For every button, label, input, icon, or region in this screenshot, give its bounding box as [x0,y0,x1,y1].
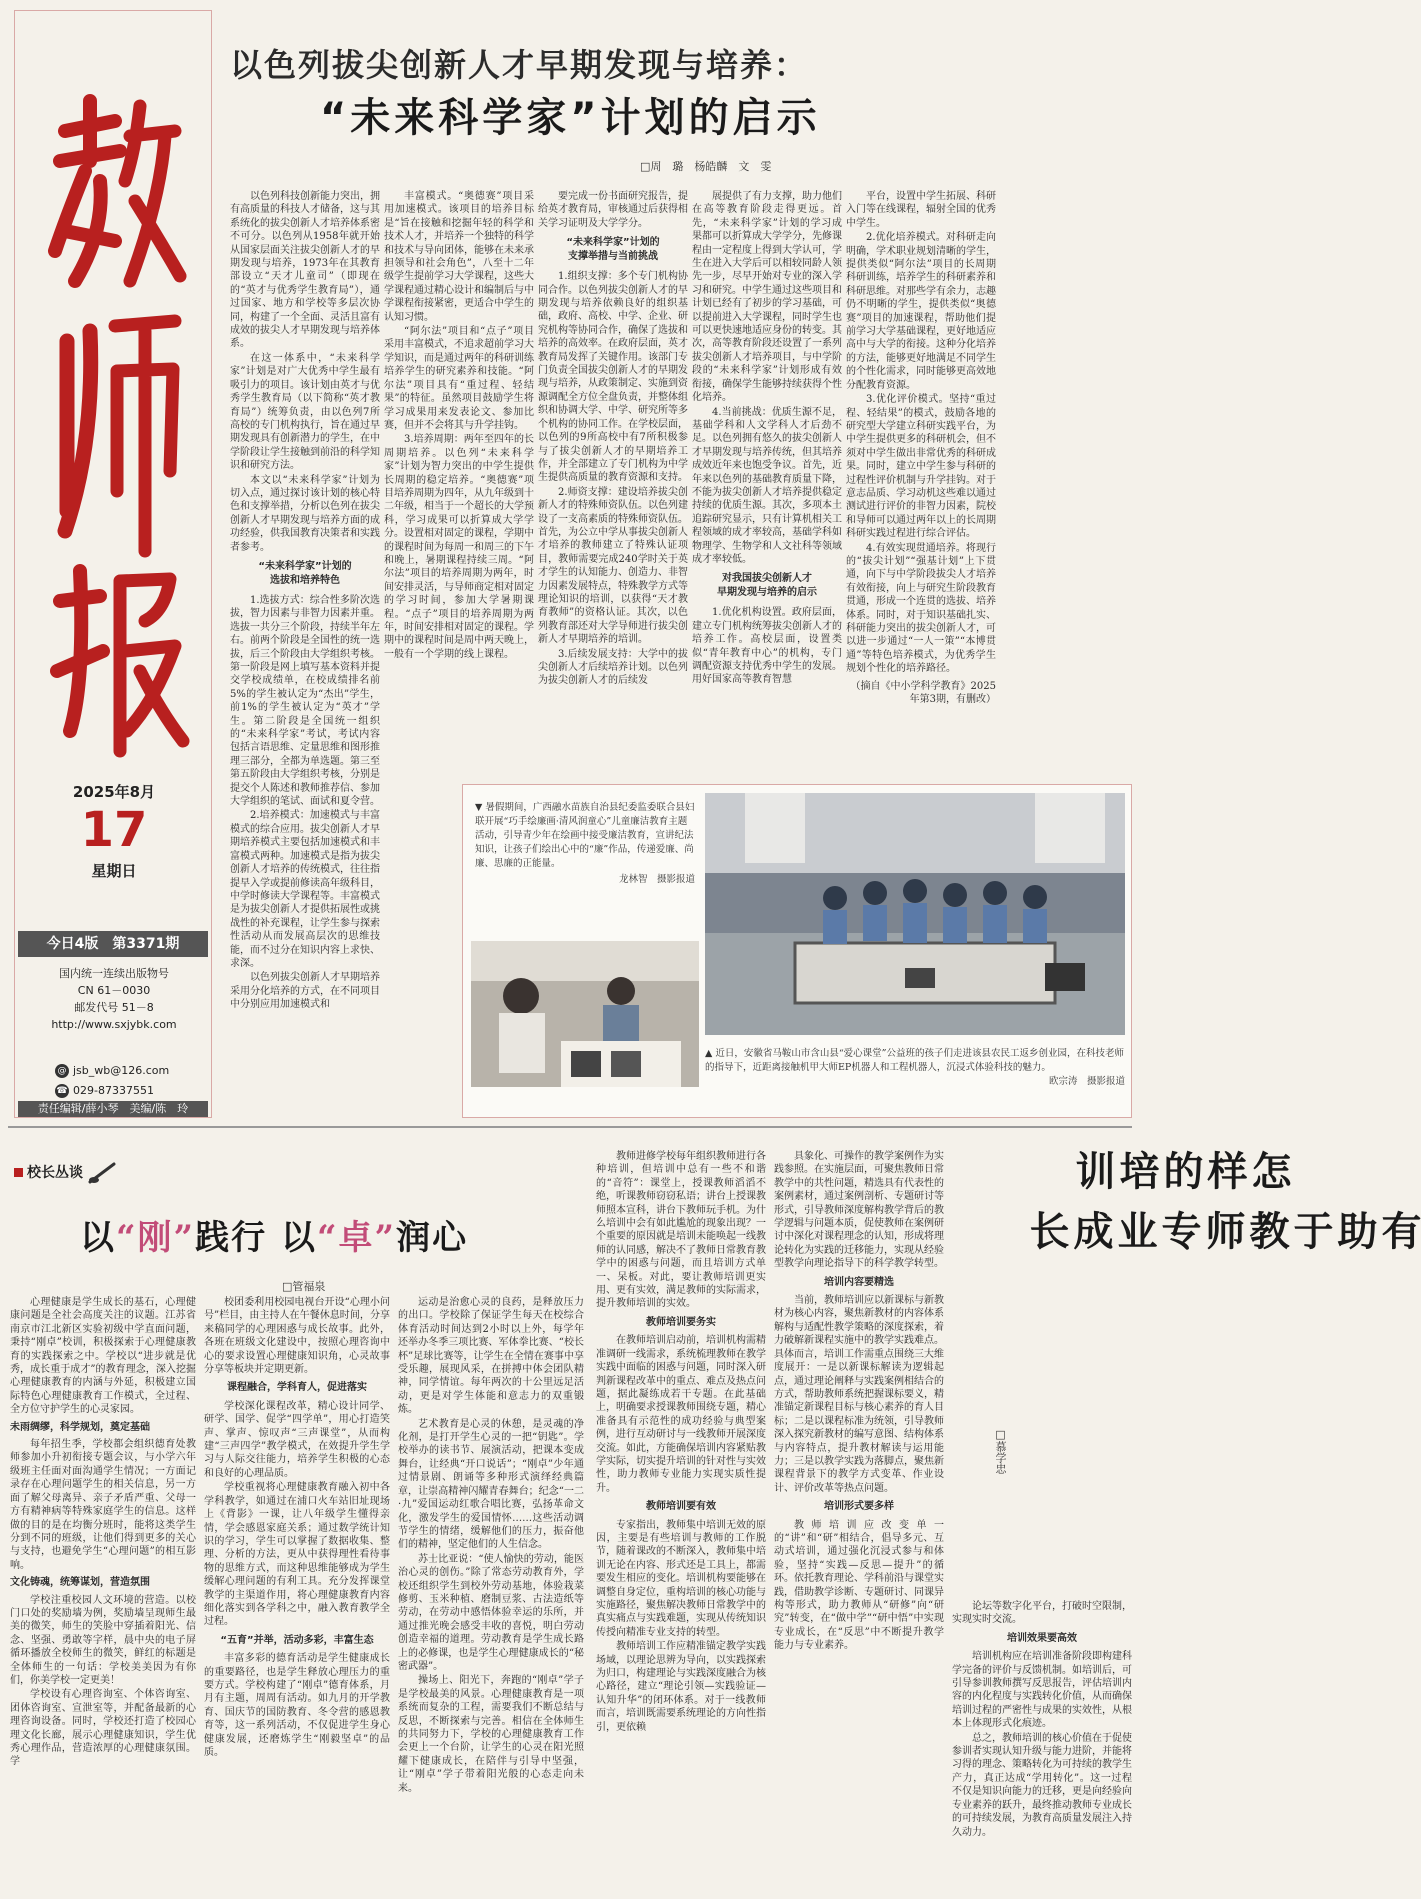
paragraph: 平台，设置中学生拓展、科研入门等在线课程，辐射全国的优秀中学生。 [846,191,996,229]
paragraph: 培训机构应在培训准备阶段即构建科学完备的评价与反馈机制。如培训后，可引导参训教师撰写反思报告，评估培训内容的内化程度与实践转化价值，从而确保培训过程的严密性与成果的实效性，从根本上体现形式化痕迹。 [952,1651,1132,1730]
paragraph: 学校注重校园人文环境的营造。以校门口处的奖励墙为例，奖励墙呈现师生最美的微笑，师生的笑脸中穿插着阳光、信念、坚强、勇敢等字样，晨中央的电子屏循环播放全校师生的微笑，鲜红的标题是全体师生的一句话：学校美美因为有你们，你美学校一定更美！ [10,1594,196,1686]
ink-brush-icon [88,1162,118,1184]
newspaper-logo [45,91,185,771]
title-column-1: 怎样的培训 [1069,1150,1291,1190]
right-article-column-2 [774,1150,944,1894]
paragraph: 1.选拔方式：综合性多阶次选拔，智力因素与非智力因素并重。选拔一共分三个阶段，持续半年左右。前两个阶段是全国性的统一选拔，后三个阶段由大学组织考核。第一阶段是网上填写基本资料并提交学校成绩单，在校成绩排名前5%的学生被认定为“杰出”学生，前1%的学生被认定为“英才”学生。第二阶段是全国统一组织的“未来科学家”考试，考试内容包括言语思维、定量思维和图形推理三部分，全都为单选题。第三至第五阶段由大学组织考核，分别是提交个人陈述和教师推荐信、参加大学组织的笔试、面试和夏令营。 [230,594,380,808]
title-part: 以 [80,1218,116,1258]
contact-info [55,1061,169,1101]
paragraph: “阿尔法”项目和“点子”项目采用丰富模式，不追求超前学习大学知识，而是通过两年的科研训练培养学生的研究素养和技能。“阿尔法”项目具有“重过程、轻结果”的特征。虽然项目鼓励学生将学习成果用来发表论文、参加比赛，但并不会将其与升学挂钩。 [384,326,534,431]
section-heading: 培训内容要精选 [824,1276,894,1288]
paragraph: 论坛等数字化平台，打破时空限制，实现实时交流。 [952,1601,1132,1626]
paragraph: 3.培养周期：两年至四年的长周期培养。以色列“未来科学家”计划为智力突出的中学生提供长周期的稳定培养。“奥德赛”项目培养周期为四年，从九年级到十二年级，相当于一个超长的大学预科，学习成果可以折算成大学学分。设置相对固定的课程，学期中的课程时间为每周一和周三的下午和晚上，暑期课程持续三周。“阿尔法”项目的培养周期为两年，时间安排灵活，与导师商定相对固定的学习时间，参加大学暑期课程。“点子”项目的培养周期为两年，时间安排相对固定的课程。学期中的课程时间是周中两天晚上，一般有一个学期的线上课程。 [384,434,534,660]
section-heading: 未雨绸缪，科学规划，奠定基础 [10,1421,150,1433]
paragraph: 每年招生季，学校都会组织德育处教师参加小升初衔接专题会议，与小学六年级班主任面对面沟通学生情况；一方面记录存在心理问题学生的相关信息，另一方面了解父母离异、亲子矛盾严重、父母一方有精神病等特殊家庭学生的信息。这样做的目的是在均衡分班时，能将这类学生分到不同的班级，让他们得到更多的关心与支持，也避免学生“心理问题”的相互影响。 [10,1439,196,1571]
title-part: 润心 [396,1218,469,1258]
paragraph: 艺术教育是心灵的休憩，是灵魂的净化剂，是打开学生心灵的一把“钥匙”。学校举办的读书节、展演活动，把课本变成舞台，让经典“开口说话”；“刚卓”少年通过情景剧、朗诵等多种形式演绎经典篇章，让崇高精神闪耀青春舞台；纪念“一二·九”爱国运动红歌合唱比赛，弘扬革命文化，激发学生的爱国情怀……这些活动调节学生的情绪，缓解他们的压力，振奋他们的精神，坚定他们的人生信念。 [398,1418,584,1551]
column-tag-label: 校长丛谈 [27,1165,83,1181]
photo-caption-1 [475,801,695,887]
title-highlight: “卓” [316,1218,397,1258]
lead-title-line2: “未来科学家”计划的启示 [320,95,821,141]
code-line: 邮发代号 51－8 [74,1001,154,1014]
painting-children-illustration [471,941,699,1087]
section-heading: 对我国拔尖创新人才 早期发现与培养的启示 [717,573,817,599]
left-article-column-1 [10,1296,196,1894]
paragraph: 校团委利用校园电视台开设“心理小问号”栏目，由主持人在午餐休息时间，分享来稿同学的心理困惑与成长故事。此外，各班在班级文化建设中，按照心理咨询中心的要求设置心理健康知识角，心灵故事分享等板块并定期更新。 [204,1297,390,1376]
source-note: （摘自《中小学科学教育》2025年第3期，有删改） [850,680,996,706]
right-article-column-3 [952,1600,1132,1894]
lead-column-5 [846,190,996,780]
publication-codes [15,965,213,1033]
section-heading: “五育”并举，活动多彩，丰富生态 [220,1634,374,1646]
photo-credit: 龙林智 摄影报道 [618,874,695,885]
email-link[interactable]: jsb_wb@126.com [73,1064,170,1077]
paragraph: 苏士比亚说：“使人愉快的劳动，能医治心灵的创伤。”除了常态劳动教育外，学校还组织学生到校外劳动基地，体验栽菜修剪、玉米种植、磨制豆浆、古法造纸等劳动，在劳动中感悟体验幸运的乐所，并通过推光晚会感受丰收的喜悦，明白劳动创造幸福的道理。劳动教育是学生成长路上的必修课，也是学生心理健康成长的“秘密武器”。 [398,1553,584,1672]
section-heading: 教师培训要务实 [646,1316,716,1328]
lead-column-2 [384,190,534,780]
paragraph: 2.优化培养模式。对科研走向明确，学术职业规划清晰的学生，提供类似“阿尔法”项目的长周期科研训练，培养学生的科研素养和科研思维。对那些学有余力，志趣仍不明晰的学生，提供类似“奥德赛”项目的加速课程，帮助他们提前学习大学基础课程，更好地适应高中与大学的衔接。这种分化培养的方法，能够更好地满足不同学生的个性化需求，同时能够更高效地分配教育资源。 [846,232,996,391]
paragraph: 丰富模式。“奥德赛”项目采用加速模式。该项目的培养目标是“旨在接触和挖掘年轻的科学和技术人才，并培养一个独特的科学和技术与导向团体，能够在未来承担领导和社会角色”，八至十二年级学生提前学习大学课程，这些大学课程通过精心设计和编制后与中学课程衔接紧密，更适合中学生的认知习惯。 [384,191,534,323]
section-heading: “未来科学家”计划的 选拔和培养特色 [258,560,352,586]
photo-caption-2 [705,1047,1125,1089]
photo-block [462,784,1132,1118]
paragraph: 教师培训应改变单一的“讲”和“研”相结合，倡导多元、互动式培训，通过强化沉浸式参与和体验，坚持“实践—反思—提升”的循环。依托教育理论、学科前沿与课堂实践，借助教学诊断、专题研讨、同课异构等形式，助力教师从“研修”向“研究”转变，在“做中学”“研中悟”中实现专业成长，在“反思”中不断提升教学能力与专业素养。 [774,1519,944,1652]
robot-workshop-illustration [705,793,1125,1035]
title-highlight: “刚” [116,1218,196,1258]
editor-credits: 责任编辑/薛小琴 美编/陈 玲 [18,1101,208,1117]
paragraph: 1.组织支撑：多个专门机构协同合作。以色列拔尖创新人才的早期发现与培养依赖良好的组织基础，政府、高校、中学、企业、研究机构等协同合作，确保了选拔和培养的高效率。在政府层面，英才教育局发挥了关键作用。该部门专门负责全国拔尖创新人才的早期发现与培养，从政策制定、实施到资源调配全方位全盘负责，并整体组织和协调大学、中学、研究所等多个机构的协同工作。在学校层面，以色列的9所高校中有7所积极参与了拔尖创新人才的早期培养工作，并全部建立了专门机构为中学生提供高质量的教育资源和支持。 [538,271,688,484]
paragraph: 本文以“未来科学家”计划为切入点，通过探讨该计划的核心特色和支撑举措，分析以色列在拔尖创新人才早期发现与培养方面的成功经验，供我国教育决策者和实践者参考。 [230,474,380,553]
section-heading: 教师培训要有效 [646,1501,716,1513]
paragraph: 展提供了有力支撑，助力他们在高等教育阶段走得更远。首先，“未来科学家”计划的学习成果都可以折算成大学学分，先修课程由一定程度上得到大学认可，学生在进入大学后可以相较同龄人领先一步，尽早开始对专业的深入学习和研究。中学生通过这些项目和计划已经有了初步的学习基础，可以提前进入大学课程，同时学生也可以更快速地适应身份的转变。其次，高等教育阶段还设置了一系列拔尖创新人才培养项目，与中学阶段的“未来科学家”计划形成有效衔接，确保学生能够持续获得个性化培养。 [692,191,842,404]
code-line: CN 61－0030 [77,984,151,997]
square-marker-icon [14,1168,23,1177]
code-line: 国内统一连续出版物号 [59,967,169,980]
lead-column-4 [692,190,842,780]
column-tag [14,1162,118,1184]
photo-credit: 欧宗涛 摄影报道 [1048,1076,1125,1087]
painting-children-photo [471,941,699,1087]
caption-text: ▼ 暑假期间，广西融水苗族自治县纪委监委联合县妇联开展“巧手绘廉画·清风润童心”儿童廉洁教育主题活动，引导青少年在绘画中接受廉洁教育，宣讲纪法知识，让孩子们绘出心中的“廉”作品，传递爱廉、尚廉、思廉的正能量。 [475,802,695,869]
paragraph: 丰富多彩的德育活动是学生健康成长的重要路径，也是学生释放心理压力的重要方式。学校构建了“刚卓”德育体系，月月有主题，周周有活动。如九月的开学教育、国庆节的国防教育、冬令营的感恩教育等，这一系列活动，不仅促进学生身心健康发展，还磨炼学生“刚毅坚卓”的品质。 [204,1653,390,1758]
lead-title-line1: 以色列拔尖创新人才早期发现与培养： [230,46,809,84]
paragraph: 以色列科技创新能力突出，拥有高质量的科技人才储备，这与其系统化的拔尖创新人才培养体系密不可分。以色列从1958年就开始从国家层面关注拔尖创新人才的早期发现与培养，1973年在其教育部设立“天才儿童司”（即现在的“英才与优秀学生教育局”），通过国家、地方和学校等多层次协同，构建了一个全面、灵活且富有成效的拔尖人才早期发现与培养体系。 [230,191,380,350]
edition-banner: 今日4版 第3371期 [18,931,208,957]
masthead [14,10,212,1118]
section-heading: “未来科学家”计划的 支撑举措与当前挑战 [566,237,660,263]
robot-workshop-photo [705,793,1125,1035]
right-article-column-1 [596,1150,766,1894]
section-heading: 文化铸魂，统筹谋划，营造氛围 [10,1577,150,1589]
website-link[interactable]: http://www.sxjybk.com [51,1018,177,1031]
paragraph: 在教师培训启动前，培训机构需精准调研一线需求，系统梳理教师在教学实践中面临的困惑与问题，同时深入研判新课程改革中的重点、难点及热点问题，据此凝练成若干专题。在此基础上，明确要求授课教师围绕专题，精心准备具有示范性的成功经验与典型案例，进行互动研讨与一线教师开展深度交流。如此，方能确保培训内容紧贴教学实际，切实提升培训的针对性与实效性，助力教师专业能力实现实质性提升。 [596,1335,766,1494]
section-heading: 培训形式要多样 [824,1501,894,1513]
paragraph: 学校设有心理咨询室、个体咨询室、团体咨询室、宣泄室等，并配备最新的心理咨询设备。同时，学校还打造了校园心理文化长廊，展示心理健康知识，学生优秀心理作品，营造浓厚的心理健康氛围。学 [10,1689,196,1768]
phone-number: 029-87337551 [73,1084,154,1097]
paragraph: 运动是治愈心灵的良药，是释放压力的出口。学校除了保证学生每天在校综合体育活动时间达到2小时以上外，每学年还举办冬季三项比赛、军体拳比赛、“校长杯”足球比赛等，让学生在全情在赛事中享受乐趣，展现风采，在拼搏中体会团队精神，同学情谊。每年两次的十公里远足活动，更是对学生体能和意志力的双重锻炼。 [398,1297,584,1416]
phone-icon: ☎ [56,1086,68,1096]
caption-text: ▲ 近日，安徽省马鞍山市含山县“爱心课堂”公益班的孩子们走进该县农民工返乡创业园，在科技老师的指导下，近距离接触机甲大师EP机器人和工程机器人，沉浸式体验科技的魅力。 [705,1048,1125,1073]
right-article-byline: □慕学忠 [994,1428,1007,1474]
paragraph: 2.培养模式：加速模式与丰富模式的综合应用。拔尖创新人才早期培养模式主要包括加速模式和丰富模式两种。加速模式是指为拔尖创新人才培养的传统模式，往往指提早入学或提前修读高年级科目，中学时修读大学课程等。丰富模式是为拔尖创新人才提供拓展性或挑战性的补充课程，让学生参与探索性活动从而发展高层次的思维技能，而不过分在知识内容上求快、求深。 [230,810,380,969]
paragraph: 具象化、可操作的教学案例作为实践参照。在实施层面，可聚焦教师日常教学中的共性问题，精选具有代表性的案例素材，通过案例剖析、专题研讨等形式，引导教师深度解构教学背后的教学逻辑与问题本质，促使教师在案例研讨中深化对课程理念的认知，形成将理论转化为实践的迁移能力，实现从经验型教学向理论指导下的科学教学转型。 [774,1151,944,1270]
paragraph: 教师进修学校每年组织教师进行各种培训，但培训中总有一些不和谐的“音符”：课堂上，授课教师滔滔不绝，听课教师窃窃私语；讲台上授课教师照本宣科，讲台下教师玩手机。为什么培训中会有如此尴尬的现象出现？一个重要的原因就是培训未能唤起一线教师的认同感，解决不了教师日常教育教学中的困惑与问题，而且培训方式单一、呆板。对此，要让教师培训更实用、更有实效，满足教师的实际需求，提升教师培训的实效。 [596,1151,766,1310]
section-heading: 培训效果要高效 [1007,1632,1077,1644]
issue-year-month: 2025年8月 [72,783,156,801]
paragraph: 3.后续发展支持：大学中的拔尖创新人才后续培养计划。以色列为拔尖创新人才的后续发 [538,648,688,687]
lead-byline: □周 璐 杨皓麟 文 雯 [640,160,772,173]
paragraph: 总之，教师培训的核心价值在于促使参训者实现认知升级与能力进阶，并能将习得的理念、策略转化为可持续的教学生产力，真正达成“学用转化”。这一过程不仅是知识向能力的迁移，更是向经验向专业素养的跃升，最终推动教师专业成长的可持续发展，为教育高质量发展注入持久动力。 [952,1732,1132,1838]
left-article-column-2 [204,1296,390,1894]
paragraph: 当前，教师培训应以新课标与新教材为核心内容，聚焦新教材的内容体系解构与适配性教学策略的深度探索，着力破解新课程实施中的教学实践难点。具体而言，培训工作需重点围绕三大维度展开：一是以新课标解读为逻辑起点，通过理论阐释与实践案例相结合的方式，帮助教师系统把握课标要义，精准锚定新课程目标与核心素养的育人目标；二是以课程标准为统领，引导教师深入探究新教材的编写意图、结构体系与内容特点，提升教材解读与运用能力；三是以教学实践为落脚点，聚焦新课程背景下的教学方式变革、作业设计、评价改革等热点问题。 [774,1295,944,1494]
paragraph: 学校重视将心理健康教育融入初中各学科教学，如通过在浦口火车站旧址现场上《背影》一课，让八年级学生懂得亲情，学会感恩家庭关系；通过数学统计知识的学习，学生可以掌握了数据收集、整理、分析的方法，更从中获得理性看待事物的思维方式，而这种思维能够成为学生缓解心理问题的有利工具。充分发挥课堂教学的主渠道作用，将心理健康教育内容细化落实到各学科之中，融入教育教学全过程。 [204,1482,390,1628]
paragraph: 心理健康是学生成长的基石，心理健康问题是全社会高度关注的议题。江苏省南京市江北新区实验初级中学直面问题，秉持“刚卓”校训，积极探索于心理健康教育的实践探索之中。学校以“进步就是优秀，成长重于成才”的教育理念，深入挖掘心理健康教育的内涵与外延，积极建立国际特色心理健康教育工作模式，全过程、全方位守护学生的心灵家园。 [10,1297,196,1416]
lead-column-3 [538,190,688,780]
lead-column-1 [230,190,380,1120]
issue-date [15,781,213,881]
section-divider [8,1126,1132,1128]
paragraph: 4.有效实现贯通培养。将现行的“拔尖计划”“强基计划”上下贯通，向下与中学阶段拔尖人才培养有效衔接，向上与研究生阶段教育贯通，形成一个连贯的选拔、培养体系。同时，对于知识基础扎实、科研能力突出的拔尖创新人才，可以进一步通过“一人一策”“本博贯通”等特色培养模式，为优秀学生规划个性化的培养路径。 [846,542,996,675]
paragraph: 学校深化课程改革，精心设计同学、研学、国学、促学“四学单”，用心打造笑声、掌声、惊叹声“三声课堂”，从而构建“三声四学”教学模式，在效提升学生学习与人际交往能力，培养学生积极的心态和良好的心理品质。 [204,1400,390,1479]
paragraph: 3.优化评价模式。坚持“重过程、轻结果”的模式，鼓励各地的研究型大学建立科研实践平台，为中学生提供更多的科研机会，但不须对中学生做出非常优秀的科研成果。同时，建立中学生参与科研的过程性评价机制与升学挂钩。对于意志品质、学习动机这些难以通过测试进行评价的非智力因素，院校和导师可以通过两年以上的长周期科研实践过程进行综合评估。 [846,394,996,540]
left-article-title [80,1210,468,1259]
title-part: 践行 以 [195,1218,317,1258]
paragraph: 操场上、阳光下，奔跑的“刚卓”学子是学校最美的风景。心理健康教育是一项系统而复杂的工程，需要我们不断总结与反思，不断探索与完善。相信在全体师生的共同努力下，学校的心理健康教育工作会更上一个台阶，让学生的心灵在阳光照耀下健康成长，在陪伴与引导中坚强，让“刚卓”学子带着阳光般的心态走向未来。 [398,1675,584,1794]
left-article-byline: □管福泉 [282,1280,326,1293]
paragraph: 4.当前挑战：优质生源不足，基础学科和人文学科人才后劲不足。以色列拥有悠久的拔尖创新人才早期发现与培养传统，但其培养成效近年来也饱受争议。首先，近年来以色列的基础教育质量下降，不能为拔尖创新人才培养提供稳定持续的优质生源。其次，多项本土追踪研究显示，只有计算机相关工程领域的成才率较高，基础学科如物理学、生物学和人文社科等领域成才率较低。 [692,406,842,565]
paragraph: 2.师资支撑：建设培养拔尖创新人才的特殊师资队伍。以色列建设了一支高素质的特殊师资队伍。首先，为公立中学从事拔尖创新人才培养的教师建立了特殊认证项目，教师需要完成240学时关于英才学生的认知能力、创造力、非智力因素发展特点，特殊教学方式等理论知识的培训，以获得“天才教育教师”的资格认证。其次，以色列教育部还对大学导师进行拔尖创新人才早期培养的培训。 [538,486,688,646]
paragraph: 以色列拔尖创新人才早期培养采用分化培养的方式，在不同项目中分别应用加速模式和 [230,972,380,1011]
paragraph: 1.优化机构设置。政府层面，建立专门机构统筹拔尖创新人才的培养工作。高校层面，设置类似“青年教育中心”的机构，专门调配资源支持优秀中学生的发展。用好国家高等教育智慧 [692,607,842,686]
email-icon: @ [55,1064,69,1078]
paragraph: 在这一体系中，“未来科学家”计划是对广大优秀中学生最有吸引力的项目。该计划由英才与优秀学生教育局（以下简称“英才教育局”）统筹负责，由以色列7所高校的专门机构执行，旨在通过早期发现具有创新潜力的学生，在中学阶段让学生接触到前沿的科学知识和研究方法。 [230,352,380,472]
title-column-2: 有助于教师专业成长 [1023,1210,1421,1250]
paragraph: 专家指出，教师集中培训无效的原因，主要是有些培训与教师的工作脱节，随着课改的不断深入，教师集中培训无论在内容、形式还是工具上，都需要发生相应的变化。培训机构要能够在调整自身定位，重构培训的核心功能与实施路径，聚焦解决教师日常教学中的真实痛点与实践难题，实现从传统知识传授向精准专业支持的转型。 [596,1519,766,1638]
issue-day: 17 [80,802,148,858]
issue-weekday: 星期日 [91,862,137,880]
section-heading: 课程融合，学科育人，促进落实 [227,1382,367,1394]
paragraph: 要完成一份书面研究报告，提给英才教育局，审核通过后获得相关学习证明及大学学分。 [538,191,688,229]
left-article-column-3 [398,1296,584,1894]
paragraph: 教师培训工作应精准锚定教学实践场域，以理论思辨为导向，以实践探索为归口，构建理论与实践深度融合为核心路径，建立“理论引领—实践验证—认知升华”的闭环体系。对于一线教师而言，培训既需要系统理论的方向性指引，更依赖 [596,1641,766,1733]
